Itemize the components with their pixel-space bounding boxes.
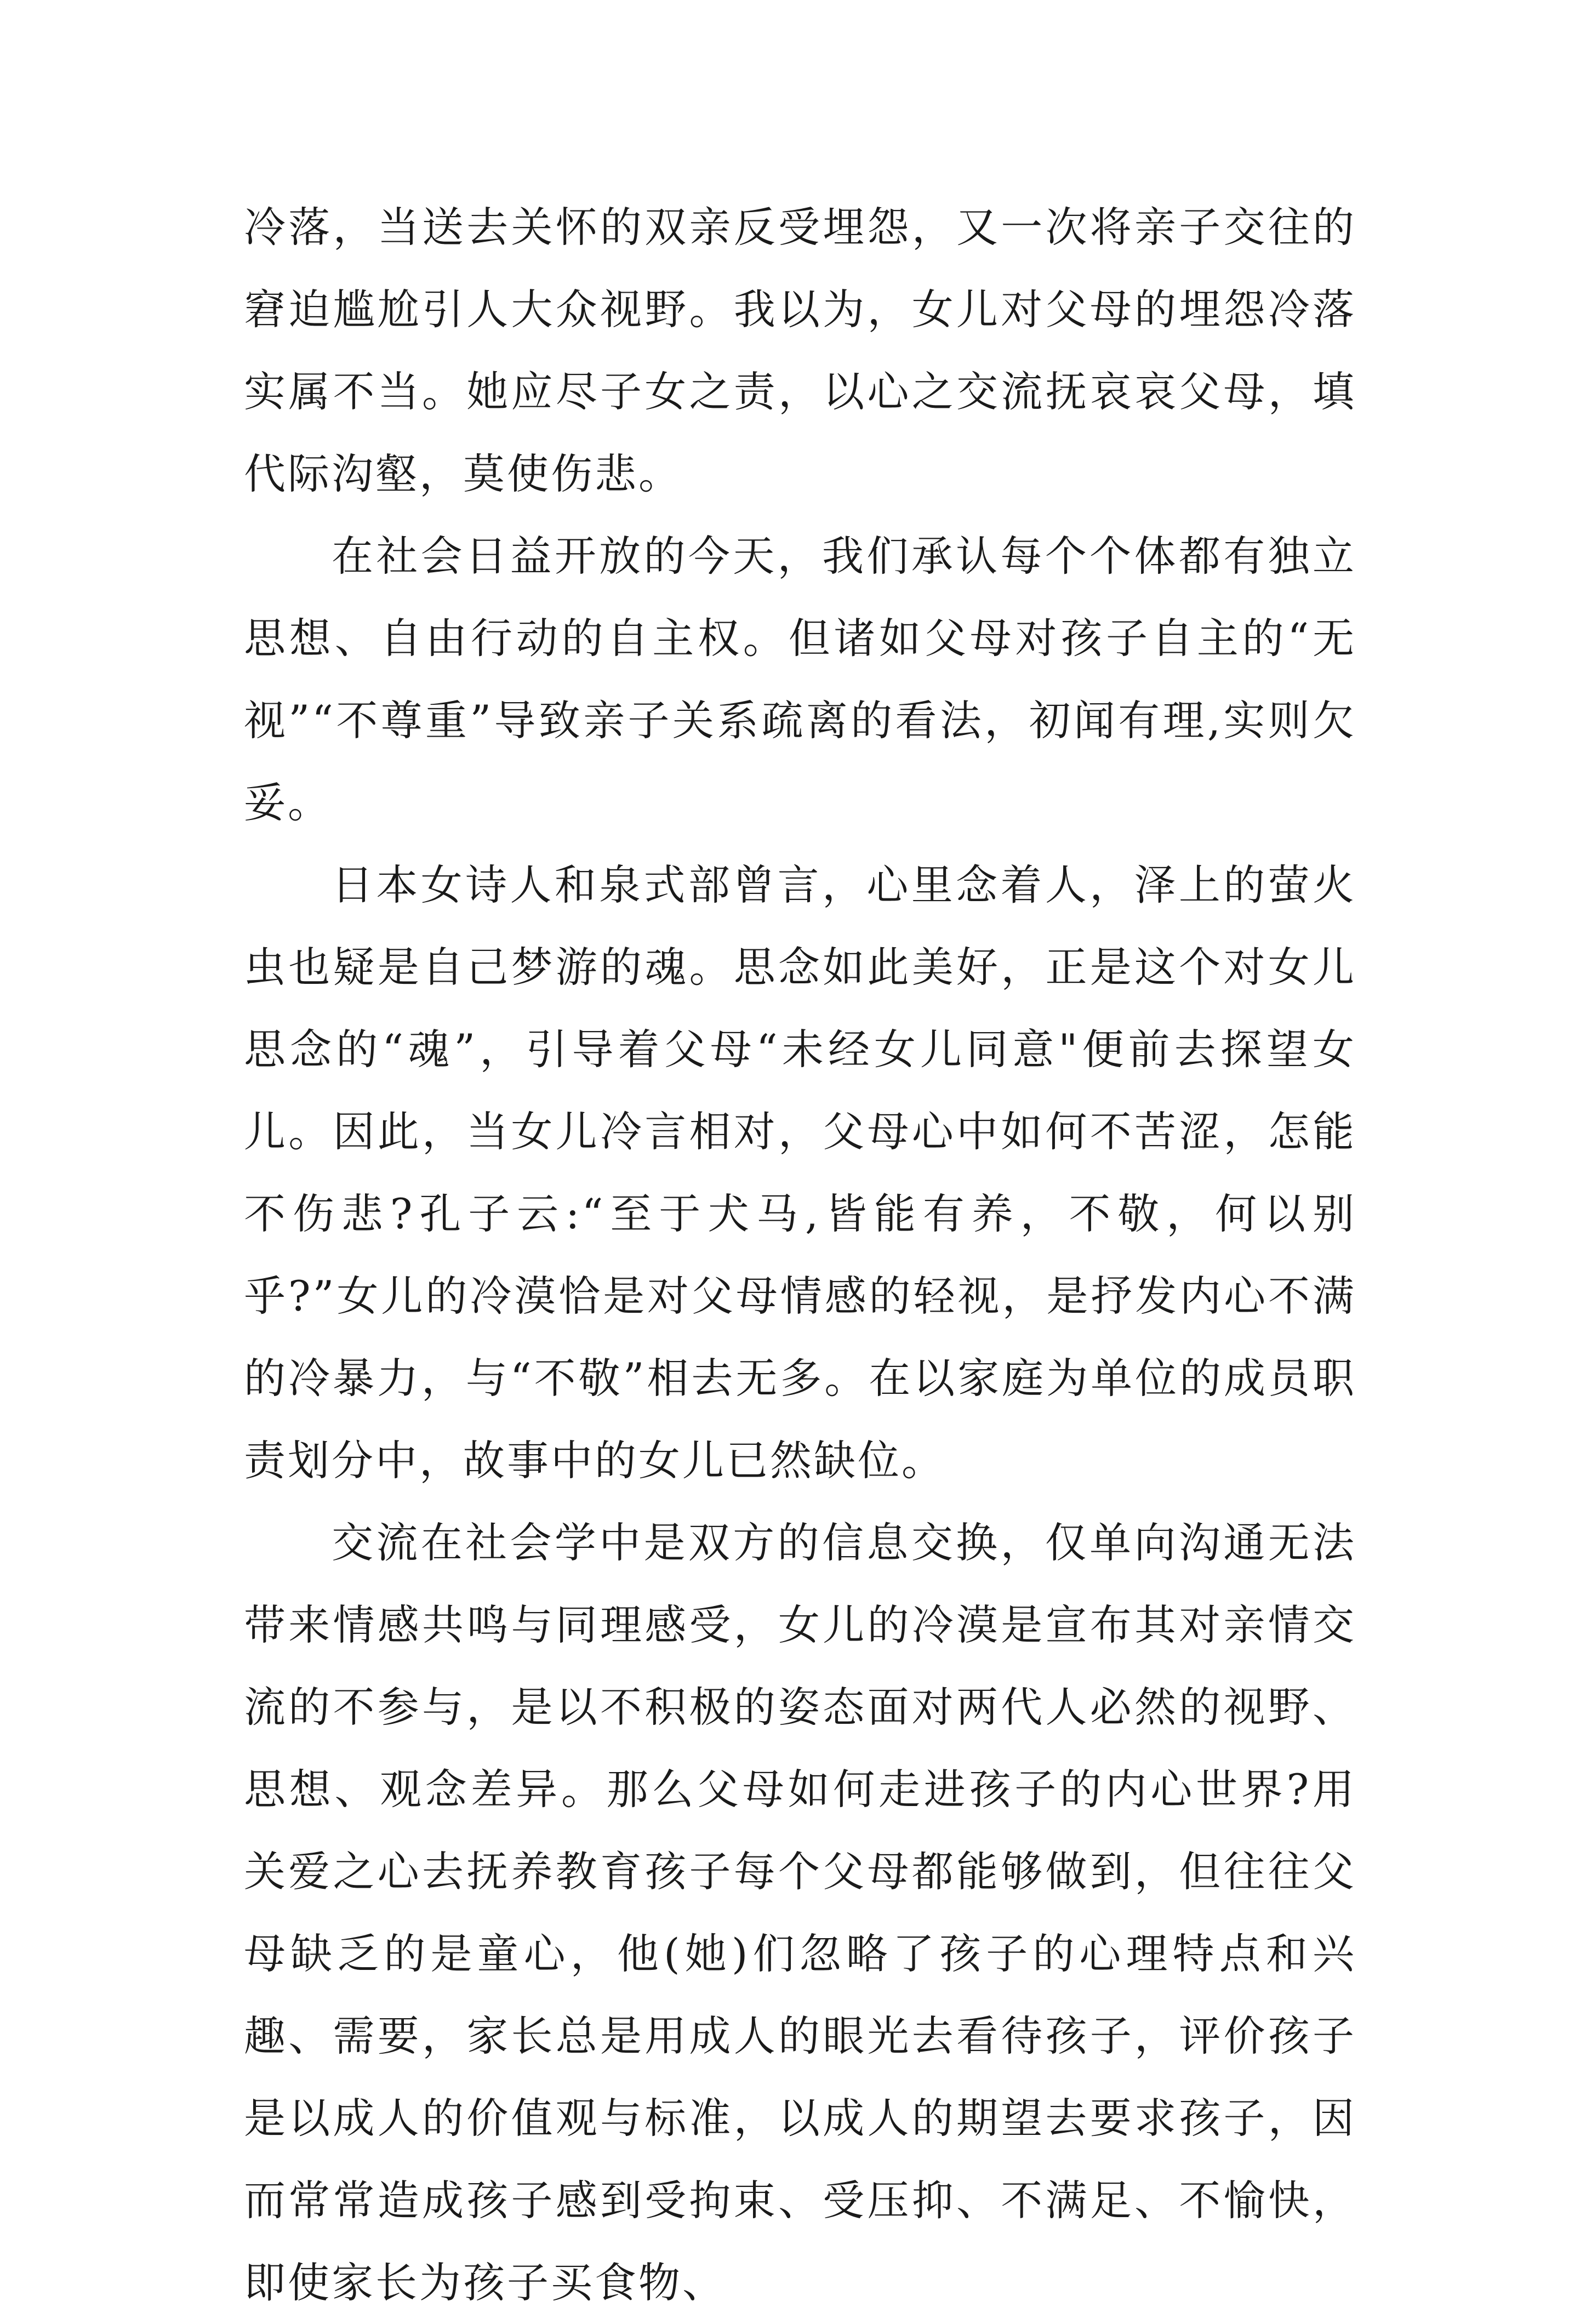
paragraph-4: 交流在社会学中是双方的信息交换，仅单向沟通无法带来情感共鸣与同理感受，女儿的冷漠是宣布其对亲情交流的不参与，是以不积极的姿态面对两代人必然的视野、思想、观念差异。那么父母如何走进孩子的内心世界?用关爱之心去抚养教育孩子每个父母都能够做到，但往往父母缺乏的是童心，他(她)们忽略了孩子的心理特点和兴趣、需要，家长总是用成人的眼光去看待孩子，评价孩子是以成人的价值观与标准，以成人的期望去要求孩子，因而常常造成孩子感到受拘束、受压抑、不满足、不愉快，即使家长为孩子买食物、	[244, 1518, 1356, 2307]
paragraph-3: 日本女诗人和泉式部曾言，心里念着人，泽上的萤火虫也疑是自己梦游的魂。思念如此美好，正是这个对女儿思念的“魂”，引导着父母“未经女儿同意"便前去探望女儿。因此，当女儿冷言相对，父母心中如何不苦涩，怎能不伤悲?孔子云:“至于犬马,皆能有养，不敬，何以别乎?”女儿的冷漠恰是对父母情感的轻视，是抒发内心不满的冷暴力，与“不敬”相去无多。在以家庭为单位的成员职责划分中，故事中的女儿已然缺位。	[244, 861, 1356, 1485]
paragraph-1: 冷落，当送去关怀的双亲反受埋怨，又一次将亲子交往的窘迫尴尬引人大众视野。我以为，女儿对父母的埋怨冷落实属不当。她应尽子女之责，以心之交流抚哀哀父母，填代际沟壑，莫使伤悲。	[244, 203, 1356, 498]
paragraph-2: 在社会日益开放的今天，我们承认每个个体都有独立思想、自由行动的自主权。但诸如父母对孩子自主的“无视”“不尊重”导致亲子关系疏离的看法，初闻有理,实则欠妥。	[244, 532, 1356, 827]
essay-body	[244, 186, 1356, 2324]
